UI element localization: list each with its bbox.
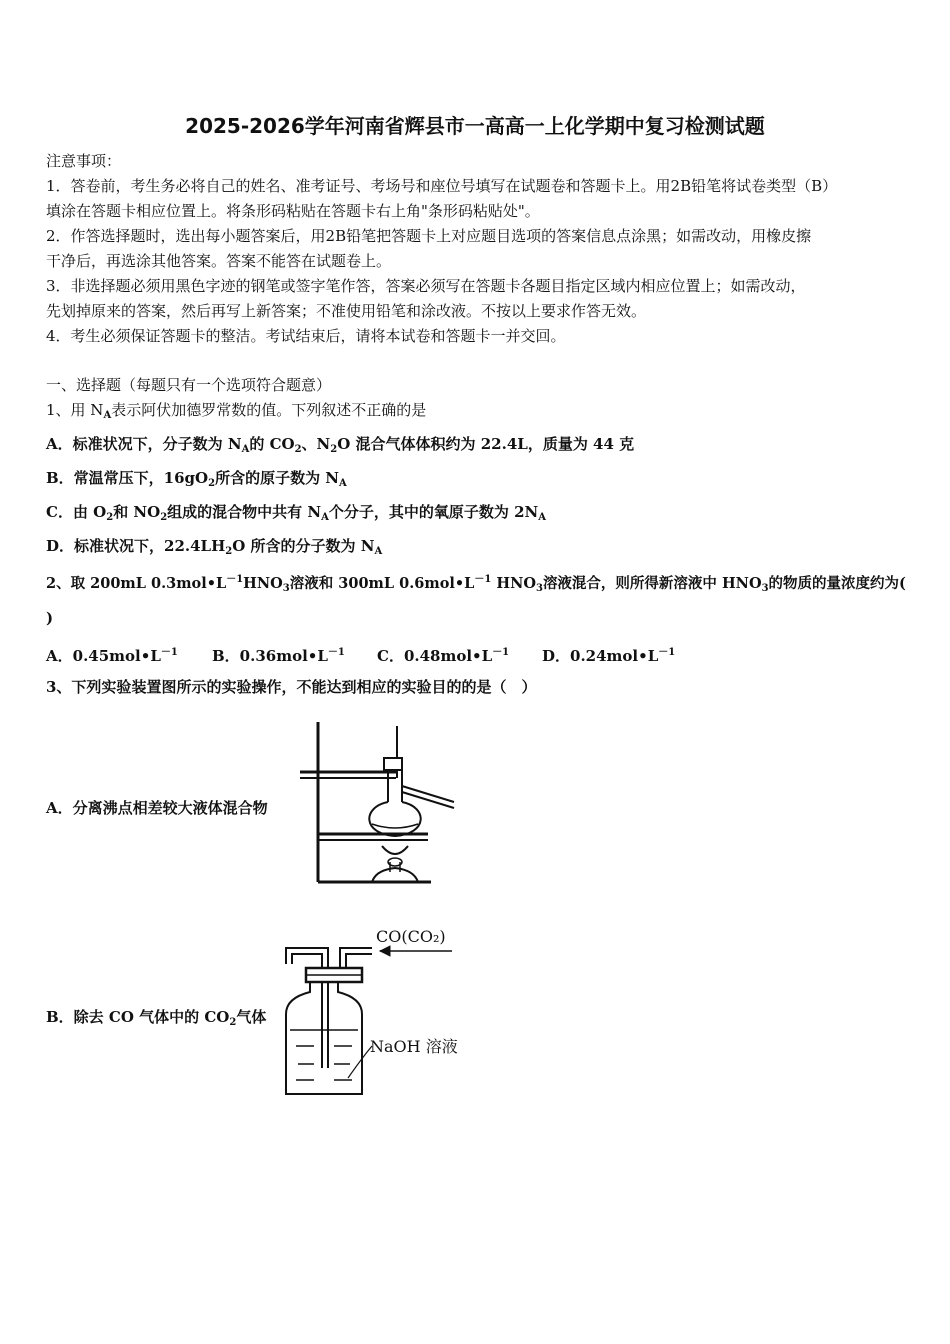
gas-label: CO(CO₂) [376,927,446,946]
section-heading: 一、选择题（每题只有一个选项符合题意） [46,376,332,394]
question-1-stem: 1、用 $N_A$表示阿伏加德罗常数的值。下列叙述不正确的是 [46,401,427,421]
question-2-option-d: D．$0.24mol•L^{-1}$ [542,647,676,665]
question-2-option-b: B．$0.36mol•L^{-1}$ [212,647,345,665]
question-1-option-b: B．常温常压下，$16gO_2$所含的原子数为 $N_A$ [46,469,347,489]
notice-line: 先划掉原来的答案，然后再写上新答案；不准使用铅笔和涂改液。不按以上要求作答无效。 [46,302,647,320]
exam-title: 2025-2026学年河南省辉县市一高高一上化学期中复习检测试题 [185,114,765,138]
notice-line: 1．答卷前，考生务必将自己的姓名、准考证号、考场号和座位号填写在试题卷和答题卡上。用2B铅笔将试卷类型（B） [46,177,838,195]
question-2-stem-end: ) [46,609,54,627]
question-3-stem: 3、下列实验装置图所示的实验操作，不能达到相应的实验目的的是（ ） [46,678,537,696]
question-1-option-d: D．标准状况下，$22.4LH_2O$ 所含的分子数为 $N_A$ [46,537,383,557]
question-3-option-a: A．分离沸点相差较大液体混合物 [46,799,268,817]
question-3-option-b: B．除去 CO 气体中的 $CO_2$气体 [46,1008,267,1028]
gas-washing-bottle-figure [276,918,472,1100]
question-1-option-a: A．标准状况下，分子数为 $N_A$的 $CO_2$、$N_2O$ 混合气体体积约为 22.4L，质量为 44 克 [46,435,635,455]
solution-label: NaOH 溶液 [370,1037,458,1056]
notice-heading: 注意事项： [46,152,122,170]
question-2-stem: 2、取 200mL $0.3mol•L^{-1}HNO_3$溶液和 300mL $0.6mol•L^{-1}$ $HNO_3$溶液混合，则所得新溶液中 $HNO_3$的物质的量浓度约为( [46,574,906,594]
distillation-apparatus-figure [296,712,458,890]
question-2-option-c: C．$0.48mol•L^{-1}$ [377,647,510,665]
question-2-option-a: A．$0.45mol•L^{-1}$ [46,647,178,665]
notice-line: 2．作答选择题时，选出每小题答案后，用2B铅笔把答题卡上对应题目选项的答案信息点涂黑；如需改动，用橡皮擦 [46,227,812,245]
notice-line: 3．非选择题必须用黑色字迹的钢笔或签字笔作答，答案必须写在答题卡各题目指定区域内相应位置上；如需改动， [46,277,806,295]
notice-line: 填涂在答题卡相应位置上。将条形码粘贴在答题卡右上角"条形码粘贴处"。 [46,202,540,220]
question-1-option-c: C．由 $O_2$和 $NO_2$组成的混合物中共有 $N_A$个分子，其中的氧原子数为 $2N_A$ [46,503,547,523]
notice-line: 4．考生必须保证答题卡的整洁。考试结束后，请将本试卷和答题卡一并交回。 [46,327,566,345]
notice-line: 干净后，再选涂其他答案。答案不能答在试题卷上。 [46,252,392,270]
